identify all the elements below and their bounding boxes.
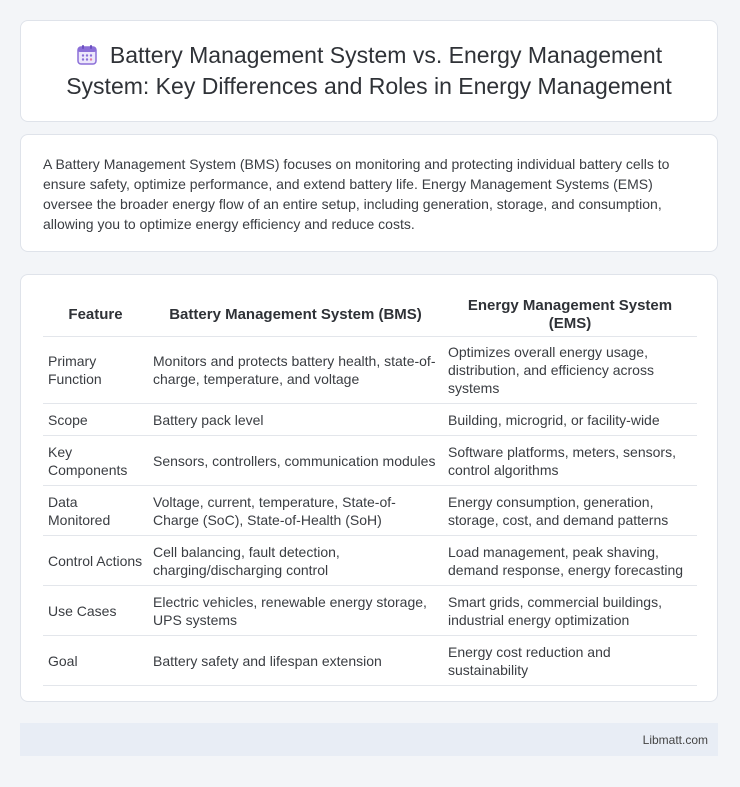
- ems-cell: Load management, peak shaving, demand response, energy forecasting: [443, 536, 697, 586]
- bms-cell: Battery pack level: [148, 404, 443, 436]
- table-row: [43, 536, 697, 586]
- feature-cell: Use Cases: [43, 586, 148, 636]
- ems-cell: Software platforms, meters, sensors, control algorithms: [443, 436, 697, 486]
- page-title-text: Battery Management System vs. Energy Management System: Key Differences and Roles in Energy Management: [66, 42, 672, 99]
- feature-cell: Primary Function: [43, 337, 148, 404]
- page-title: [21, 40, 717, 102]
- table-row: [43, 586, 697, 636]
- feature-cell: Key Components: [43, 436, 148, 486]
- footer-brand[interactable]: Libmatt.com: [642, 732, 708, 747]
- table-row: [43, 636, 697, 686]
- header-bms: Battery Management System (BMS): [148, 294, 443, 337]
- ems-cell: Optimizes overall energy usage, distribution, and efficiency across systems: [443, 337, 697, 404]
- intro-paragraph: A Battery Management System (BMS) focuses on monitoring and protecting individual battery cells to ensure safety, optimize performance, and extend battery life. Energy Management Systems (EMS) oversee the broader energy flow of an entire setup, including generation, storage, and consumption, allowing you to optimize energy efficiency and reduce costs.: [43, 156, 670, 232]
- table-row: [43, 486, 697, 536]
- ems-cell: Smart grids, commercial buildings, industrial energy optimization: [443, 586, 697, 636]
- ems-cell: Energy cost reduction and sustainability: [443, 636, 697, 686]
- table-row: [43, 404, 697, 436]
- comparison-table: [43, 294, 697, 686]
- intro-card: [20, 134, 718, 252]
- header-feature: Feature: [43, 294, 148, 337]
- title-card: [20, 20, 718, 122]
- bms-cell: Cell balancing, fault detection, charging/discharging control: [148, 536, 443, 586]
- calendar-icon: [76, 44, 98, 66]
- ems-cell: Energy consumption, generation, storage, cost, and demand patterns: [443, 486, 697, 536]
- footer-bar: [20, 723, 718, 756]
- table-row: [43, 436, 697, 486]
- bms-cell: Electric vehicles, renewable energy storage, UPS systems: [148, 586, 443, 636]
- feature-cell: Data Monitored: [43, 486, 148, 536]
- table-row: [43, 337, 697, 404]
- feature-cell: Scope: [43, 404, 148, 436]
- comparison-card: [20, 274, 718, 702]
- bms-cell: Voltage, current, temperature, State-of-Charge (SoC), State-of-Health (SoH): [148, 486, 443, 536]
- bms-cell: Sensors, controllers, communication modules: [148, 436, 443, 486]
- table-header-row: [43, 294, 697, 337]
- header-ems: Energy Management System (EMS): [443, 294, 697, 337]
- ems-cell: Building, microgrid, or facility-wide: [443, 404, 697, 436]
- feature-cell: Control Actions: [43, 536, 148, 586]
- bms-cell: Monitors and protects battery health, state-of-charge, temperature, and voltage: [148, 337, 443, 404]
- bms-cell: Battery safety and lifespan extension: [148, 636, 443, 686]
- feature-cell: Goal: [43, 636, 148, 686]
